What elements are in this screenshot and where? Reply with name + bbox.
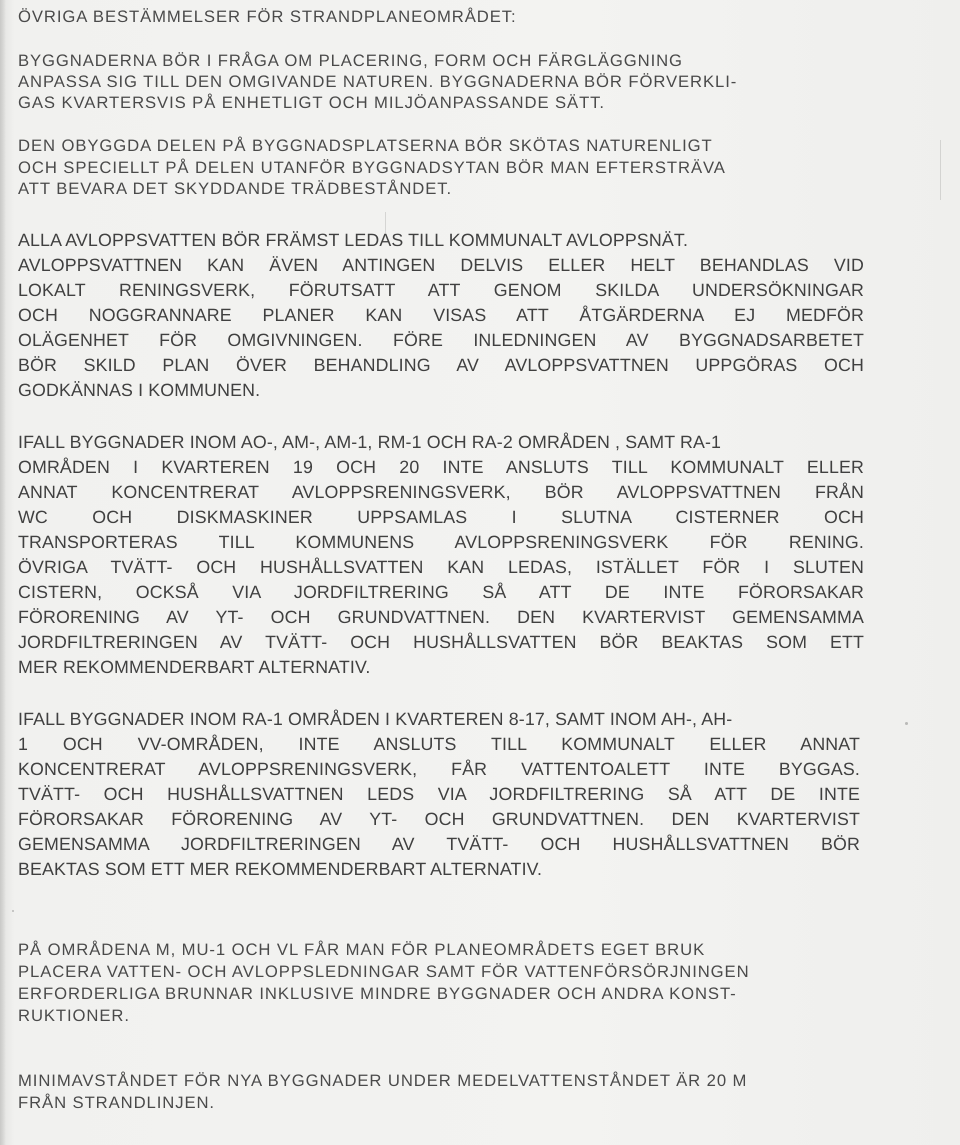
paragraph-line: PÅ OMRÅDENA M, MU-1 OCH VL FÅR MAN FÖR PLANEOMRÅDETS EGET BRUK — [18, 940, 706, 959]
paragraph-line: GODKÄNNAS I KOMMUNEN. — [18, 380, 261, 400]
paragraph-line: OMRÅDEN I KVARTEREN 19 OCH 20 INTE ANSLUTS TILL KOMMUNALT ELLER — [18, 457, 864, 477]
paragraph-line: PLACERA VATTEN- OCH AVLOPPSLEDNINGAR SAMT FÖR VATTENFÖRSÖRJNINGEN — [18, 962, 750, 981]
document-heading: ÖVRIGA BESTÄMMELSER FÖR STRANDPLANEOMRÅDET: — [18, 7, 517, 26]
paragraph-line: RUKTIONER. — [18, 1006, 130, 1025]
paragraph-line: BÖR SKILD PLAN ÖVER BEHANDLING AV AVLOPPSVATTNEN UPPGÖRAS OCH — [18, 355, 864, 375]
scan-speck — [905, 722, 908, 725]
paragraph-line: IFALL BYGGNADER INOM AO-, AM-, AM-1, RM-1 OCH RA-2 OMRÅDEN , SAMT RA-1 — [18, 432, 722, 452]
paragraph-line: KONCENTRERAT AVLOPPSRENINGSVERK, FÅR VATTENTOALETT INTE BYGGAS. — [18, 759, 860, 779]
paragraph-line: DEN OBYGGDA DELEN PÅ BYGGNADSPLATSERNA BÖR SKÖTAS NATURENLIGT — [18, 136, 713, 155]
paragraph-line: FÖRORSAKAR FÖRORENING AV YT- OCH GRUNDVATTNEN. DEN KVARTERVIST — [18, 809, 860, 829]
paragraph-line: FÖRORENING AV YT- OCH GRUNDVATTNEN. DEN KVARTERVIST GEMENSAMMA — [18, 607, 864, 627]
paragraph-line: BYGGNADERNA BÖR I FRÅGA OM PLACERING, FORM OCH FÄRGLÄGGNING — [18, 51, 683, 70]
paragraph-line: TRANSPORTERAS TILL KOMMUNENS AVLOPPSRENINGSVERK FÖR RENING. — [18, 532, 864, 552]
paragraph-line: ÖVRIGA TVÄTT- OCH HUSHÅLLSVATTEN KAN LEDAS, ISTÄLLET FÖR I SLUTEN — [18, 557, 864, 577]
scan-fold-mark — [940, 140, 941, 200]
paragraph-line: ALLA AVLOPPSVATTEN BÖR FRÄMST LEDAS TILL KOMMUNALT AVLOPPSNÄT. — [18, 230, 689, 250]
scan-speck — [12, 910, 14, 912]
paragraph-line: JORDFILTRERINGEN AV TVÄTT- OCH HUSHÅLLSVATTEN BÖR BEAKTAS SOM ETT — [18, 632, 864, 652]
paragraph-line: GAS KVARTERSVIS PÅ ENHETLIGT OCH MILJÖANPASSANDE SÄTT. — [18, 93, 605, 112]
paragraph-line: TVÄTT- OCH HUSHÅLLSVATTNEN LEDS VIA JORDFILTRERING SÅ ATT DE INTE — [18, 784, 860, 804]
paragraph-line: OLÄGENHET FÖR OMGIVNINGEN. FÖRE INLEDNINGEN AV BYGGNADSARBETET — [18, 330, 864, 350]
paragraph-line: LOKALT RENINGSVERK, FÖRUTSATT ATT GENOM SKILDA UNDERSÖKNINGAR — [18, 280, 864, 300]
paragraph-line: MINIMAVSTÅNDET FÖR NYA BYGGNADER UNDER MEDELVATTENSTÅNDET ÄR 20 M — [18, 1071, 748, 1090]
paragraph-line: ATT BEVARA DET SKYDDANDE TRÄDBESTÅNDET. — [18, 179, 453, 198]
paragraph-line: WC OCH DISKMASKINER UPPSAMLAS I SLUTNA CISTERNER OCH — [18, 507, 864, 527]
paragraph-line: IFALL BYGGNADER INOM RA-1 OMRÅDEN I KVARTEREN 8-17, SAMT INOM AH-, AH- — [18, 709, 733, 729]
paragraph-line: 1 OCH VV-OMRÅDEN, INTE ANSLUTS TILL KOMMUNALT ELLER ANNAT — [18, 734, 860, 754]
paragraph-line: CISTERN, OCKSÅ VIA JORDFILTRERING SÅ ATT DE INTE FÖRORSAKAR — [18, 582, 864, 602]
paragraph-line: BEAKTAS SOM ETT MER REKOMMENDERBART ALTERNATIV. — [18, 859, 543, 879]
paragraph-line: OCH SPECIELLT PÅ DELEN UTANFÖR BYGGNADSYTAN BÖR MAN EFTERSTRÄVA — [18, 158, 726, 177]
paragraph-line: ANPASSA SIG TILL DEN OMGIVANDE NATUREN. BYGGNADERNA BÖR FÖRVERKLI- — [18, 72, 738, 91]
paragraph-line: ANNAT KONCENTRERAT AVLOPPSRENINGSVERK, BÖR AVLOPPSVATTNEN FRÅN — [18, 482, 864, 502]
paragraph-line: OCH NOGGRANNARE PLANER KAN VISAS ATT ÅTGÄRDERNA EJ MEDFÖR — [18, 305, 864, 325]
scan-fold-mark — [385, 212, 386, 234]
paragraph-line: FRÅN STRANDLINJEN. — [18, 1093, 215, 1112]
paragraph-line: ERFORDERLIGA BRUNNAR INKLUSIVE MINDRE BYGGNADER OCH ANDRA KONST- — [18, 984, 737, 1003]
paragraph-line: GEMENSAMMA JORDFILTRERINGEN AV TVÄTT- OCH HUSHÅLLSVATTNEN BÖR — [18, 834, 860, 854]
scan-edge-shadow — [0, 0, 6, 1145]
paragraph-line: MER REKOMMENDERBART ALTERNATIV. — [18, 657, 371, 677]
paragraph-line: AVLOPPSVATTNEN KAN ÄVEN ANTINGEN DELVIS ELLER HELT BEHANDLAS VID — [18, 255, 864, 275]
